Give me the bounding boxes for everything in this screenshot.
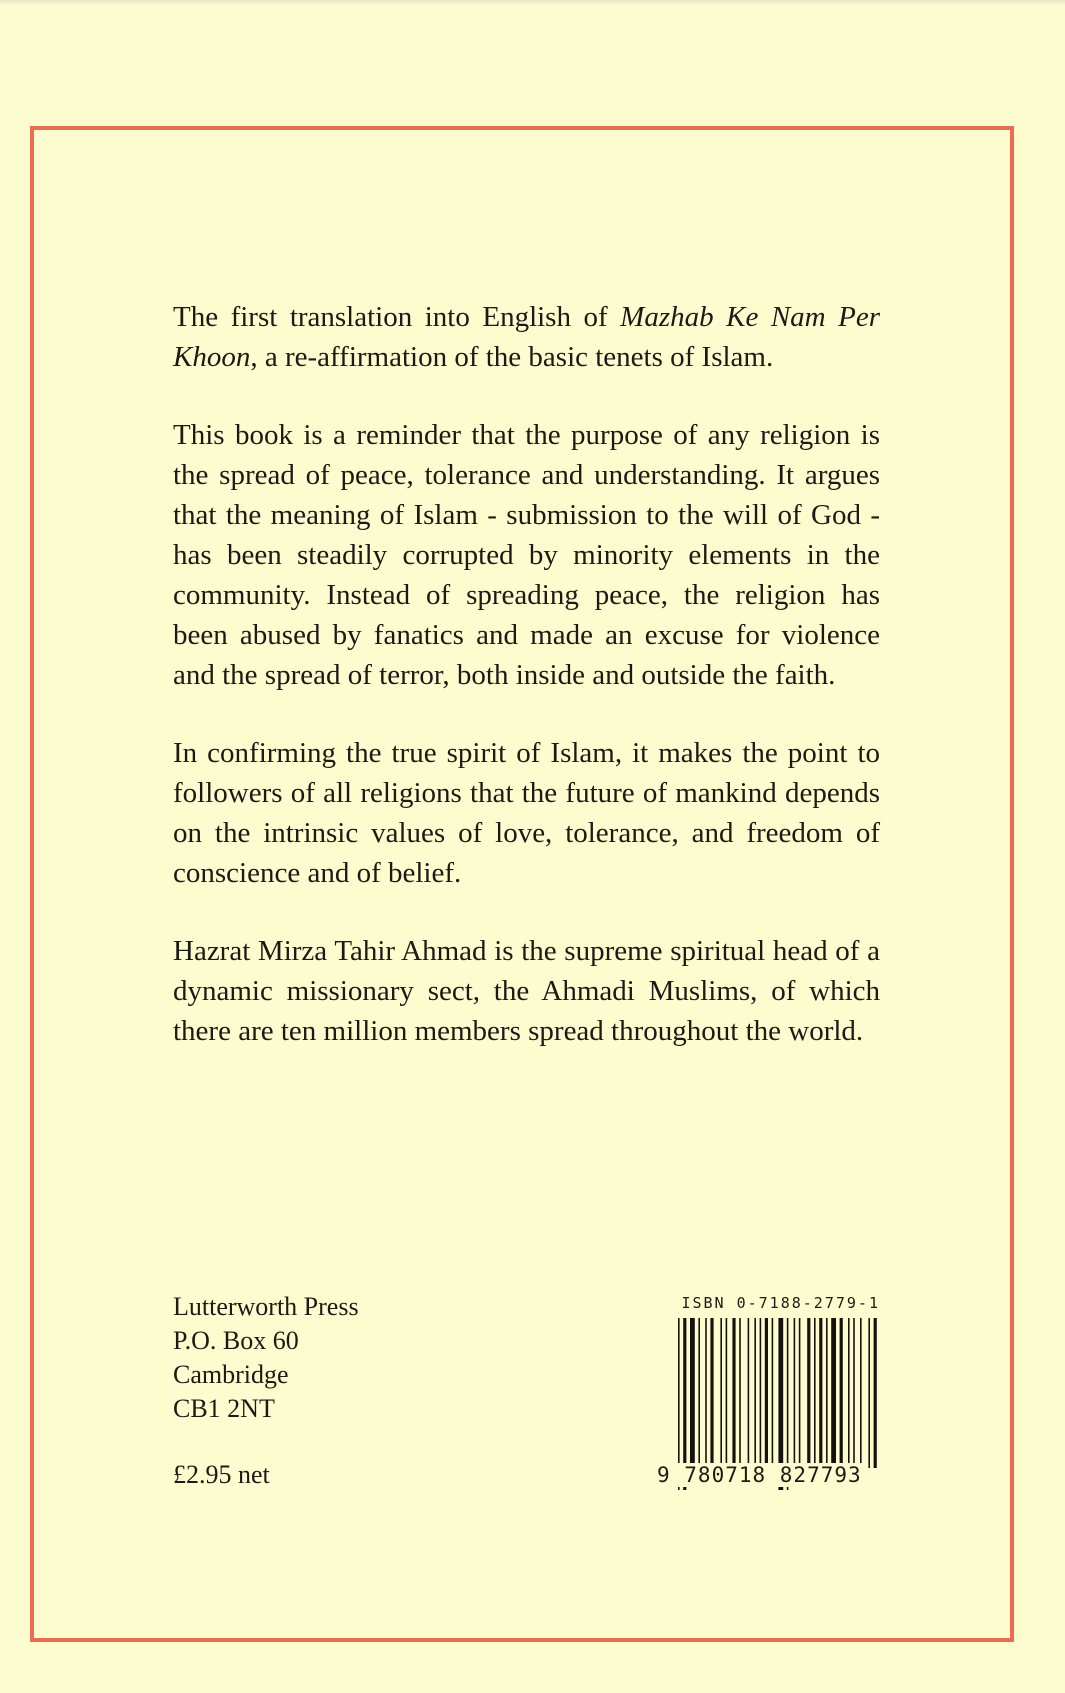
barcode-bar [874,1318,877,1468]
publisher-city: Cambridge [173,1360,289,1389]
blurb-paragraph-3: In confirming the true spirit of Islam, it makes the point to followers of all religions that the future of mankind depends on the intrinsic values of love, tolerance, and freedom of conscience and of belief. [173,737,880,889]
book-original-title: Mazhab Ke Nam Per Khoon [173,301,880,373]
barcode-bar [705,1318,707,1468]
barcode-bar [860,1318,862,1468]
price: £2.95 net [173,1460,270,1489]
barcode-bar [814,1318,816,1468]
barcode-bar [819,1318,822,1468]
barcode-bar [826,1318,828,1468]
barcode-bar [760,1318,762,1468]
blurb-paragraph-1 [173,297,880,377]
cover-top-edge [0,0,1065,6]
barcode-bar [848,1318,850,1468]
barcode-bar [732,1318,735,1468]
barcode-bar [831,1318,836,1468]
publisher-name: Lutterworth Press [173,1292,359,1321]
barcode-bar [772,1318,774,1468]
barcode-bar [840,1318,843,1468]
barcode-bar [690,1318,695,1468]
barcode-digits: 9 780718 827793 [657,1463,862,1487]
author-paragraph: Hazrat Mirza Tahir Ahmad is the supreme spiritual head of a dynamic missionary sect, the Ahmadi Muslims, of which there are ten million members spread throughout the world. [173,935,880,1047]
barcode-bar [799,1318,801,1468]
barcode-bar [794,1318,796,1468]
barcode-bar [853,1318,855,1468]
blurb-intro-text: The first translation into English of [173,301,621,333]
publisher-postcode: CB1 2NT [173,1394,275,1423]
barcode-bar [765,1318,768,1468]
barcode-bar [754,1318,756,1468]
barcode-bar [739,1318,741,1468]
barcode-bar [710,1318,713,1468]
barcode-bar [807,1318,810,1468]
barcode-bar [868,1318,870,1468]
publisher-address [173,1290,359,1426]
barcode-bar [720,1318,722,1468]
barcode-bar [698,1318,700,1468]
back-cover-blurb [173,297,880,1089]
blurb-intro-suffix: , a re-affirmation of the basic tenets of Islam. [250,341,774,373]
barcode-bar [726,1318,728,1468]
isbn-label: ISBN 0-7188-2779-1 [681,1294,880,1312]
publisher-po-box: P.O. Box 60 [173,1326,299,1355]
barcode-bar [748,1318,750,1468]
blurb-paragraph-2: This book is a reminder that the purpose of any religion is the spread of peace, tolerance and understanding. It argues that the meaning of Islam - submission to the will of God - has been steadily corrupted by minority elements in the community. Instead of spreading peace, the religion has been abused by fanatics and made an excuse for violence and the spread of terror, both inside and outside the faith. [173,419,880,691]
